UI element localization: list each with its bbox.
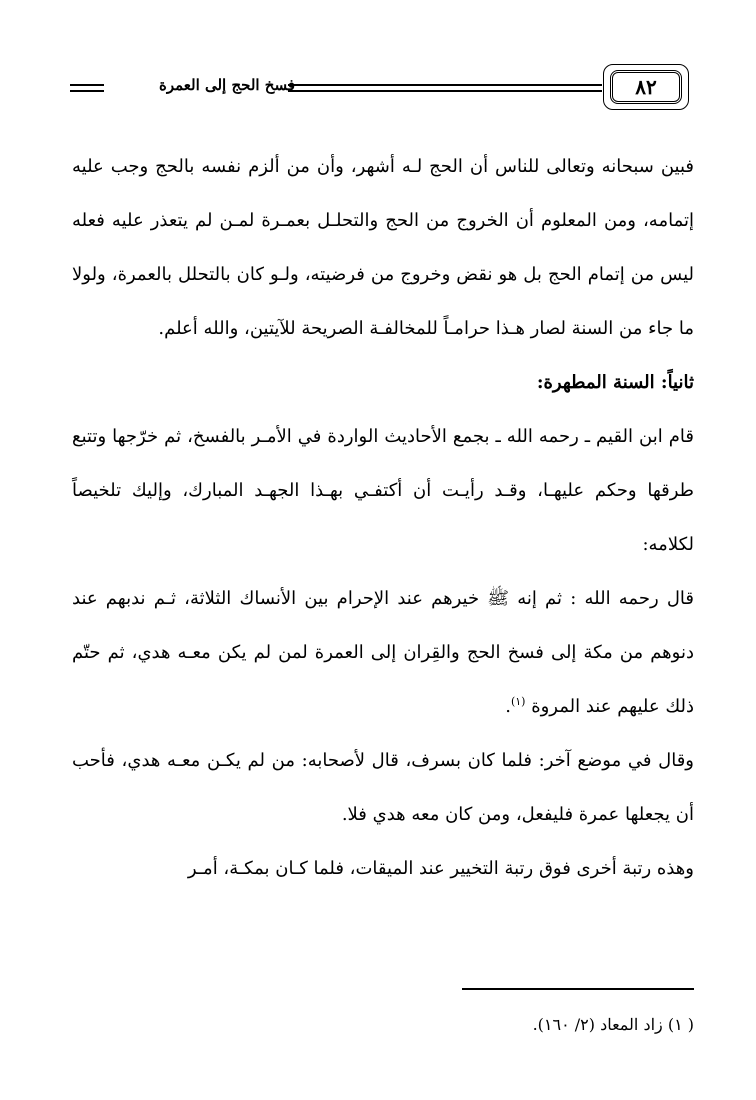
paragraph-4: وقال في موضع آخر: فلما كان بسرف، قال لأصحابه: من لم يكـن معـه هدي، فأحب أن يجعلها عمرة فليفعل، ومن كان معه هدي فلا. <box>72 750 694 825</box>
page-number: ٨٢ <box>610 70 682 104</box>
paragraph-3 <box>72 572 694 734</box>
paragraph-3-text: قال رحمه الله : ثم إنه ﷺ خيرهم عند الإحرام بين الأنساك الثلاثة، ثـم ندبهم عند دنوهم من مكة إلى فسخ الحج والقِران إلى العمرة لمن لم يكن معـه هدي، ثم حتّم ذلك عليهم عند المروة <box>72 588 695 717</box>
page-header <box>70 64 690 110</box>
header-rule-left-top <box>70 84 104 86</box>
page-body <box>72 140 694 896</box>
chapter-title: فسخ الحج إلى العمرة <box>158 76 296 94</box>
section-heading: ثانياً: السنة المطهرة: <box>536 372 694 393</box>
header-rule-mid-top <box>288 84 602 86</box>
footnote-separator <box>462 988 694 990</box>
footnote-ref[interactable]: (١) <box>510 695 526 708</box>
footnote: ( ١) زاد المعاد (٢/ ١٦٠). <box>532 1015 694 1034</box>
paragraph-2: قام ابن القيم ـ رحمه الله ـ بجمع الأحاديث الواردة في الأمـر بالفسخ، ثم خرّجها وتتبع طرقها وحكم عليهـا، وقـد رأيـت أن أكتفـي بهـذا الجهـد المبارك، وإليك تلخيصاً لكلامه: <box>72 426 694 555</box>
paragraph-5: وهذه رتبة أخرى فوق رتبة التخيير عند الميقات، فلما كـان بمكـة، أمـر <box>187 858 694 879</box>
paragraph-1: فبين سبحانه وتعالى للناس أن الحج لـه أشهر، وأن من ألزم نفسه بالحج وجب عليه إتمامه، ومن المعلوم أن الخروج من الحج والتحلـل بعمـرة لمـن لم يتعذر عليه فعله ليس من إتمام الحج بل هو نقض وخروج من فرضيته، ولـو كان بالتحلل بالعمرة، ولولا ما جاء من السنة لصار هـذا حرامـاً للمخالفـة الصريحة للآيتين، والله أعلم. <box>72 156 694 339</box>
header-rule-mid-bottom <box>288 90 602 92</box>
paragraph-3-end: . <box>505 696 511 717</box>
header-rule-left-bottom <box>70 90 104 92</box>
